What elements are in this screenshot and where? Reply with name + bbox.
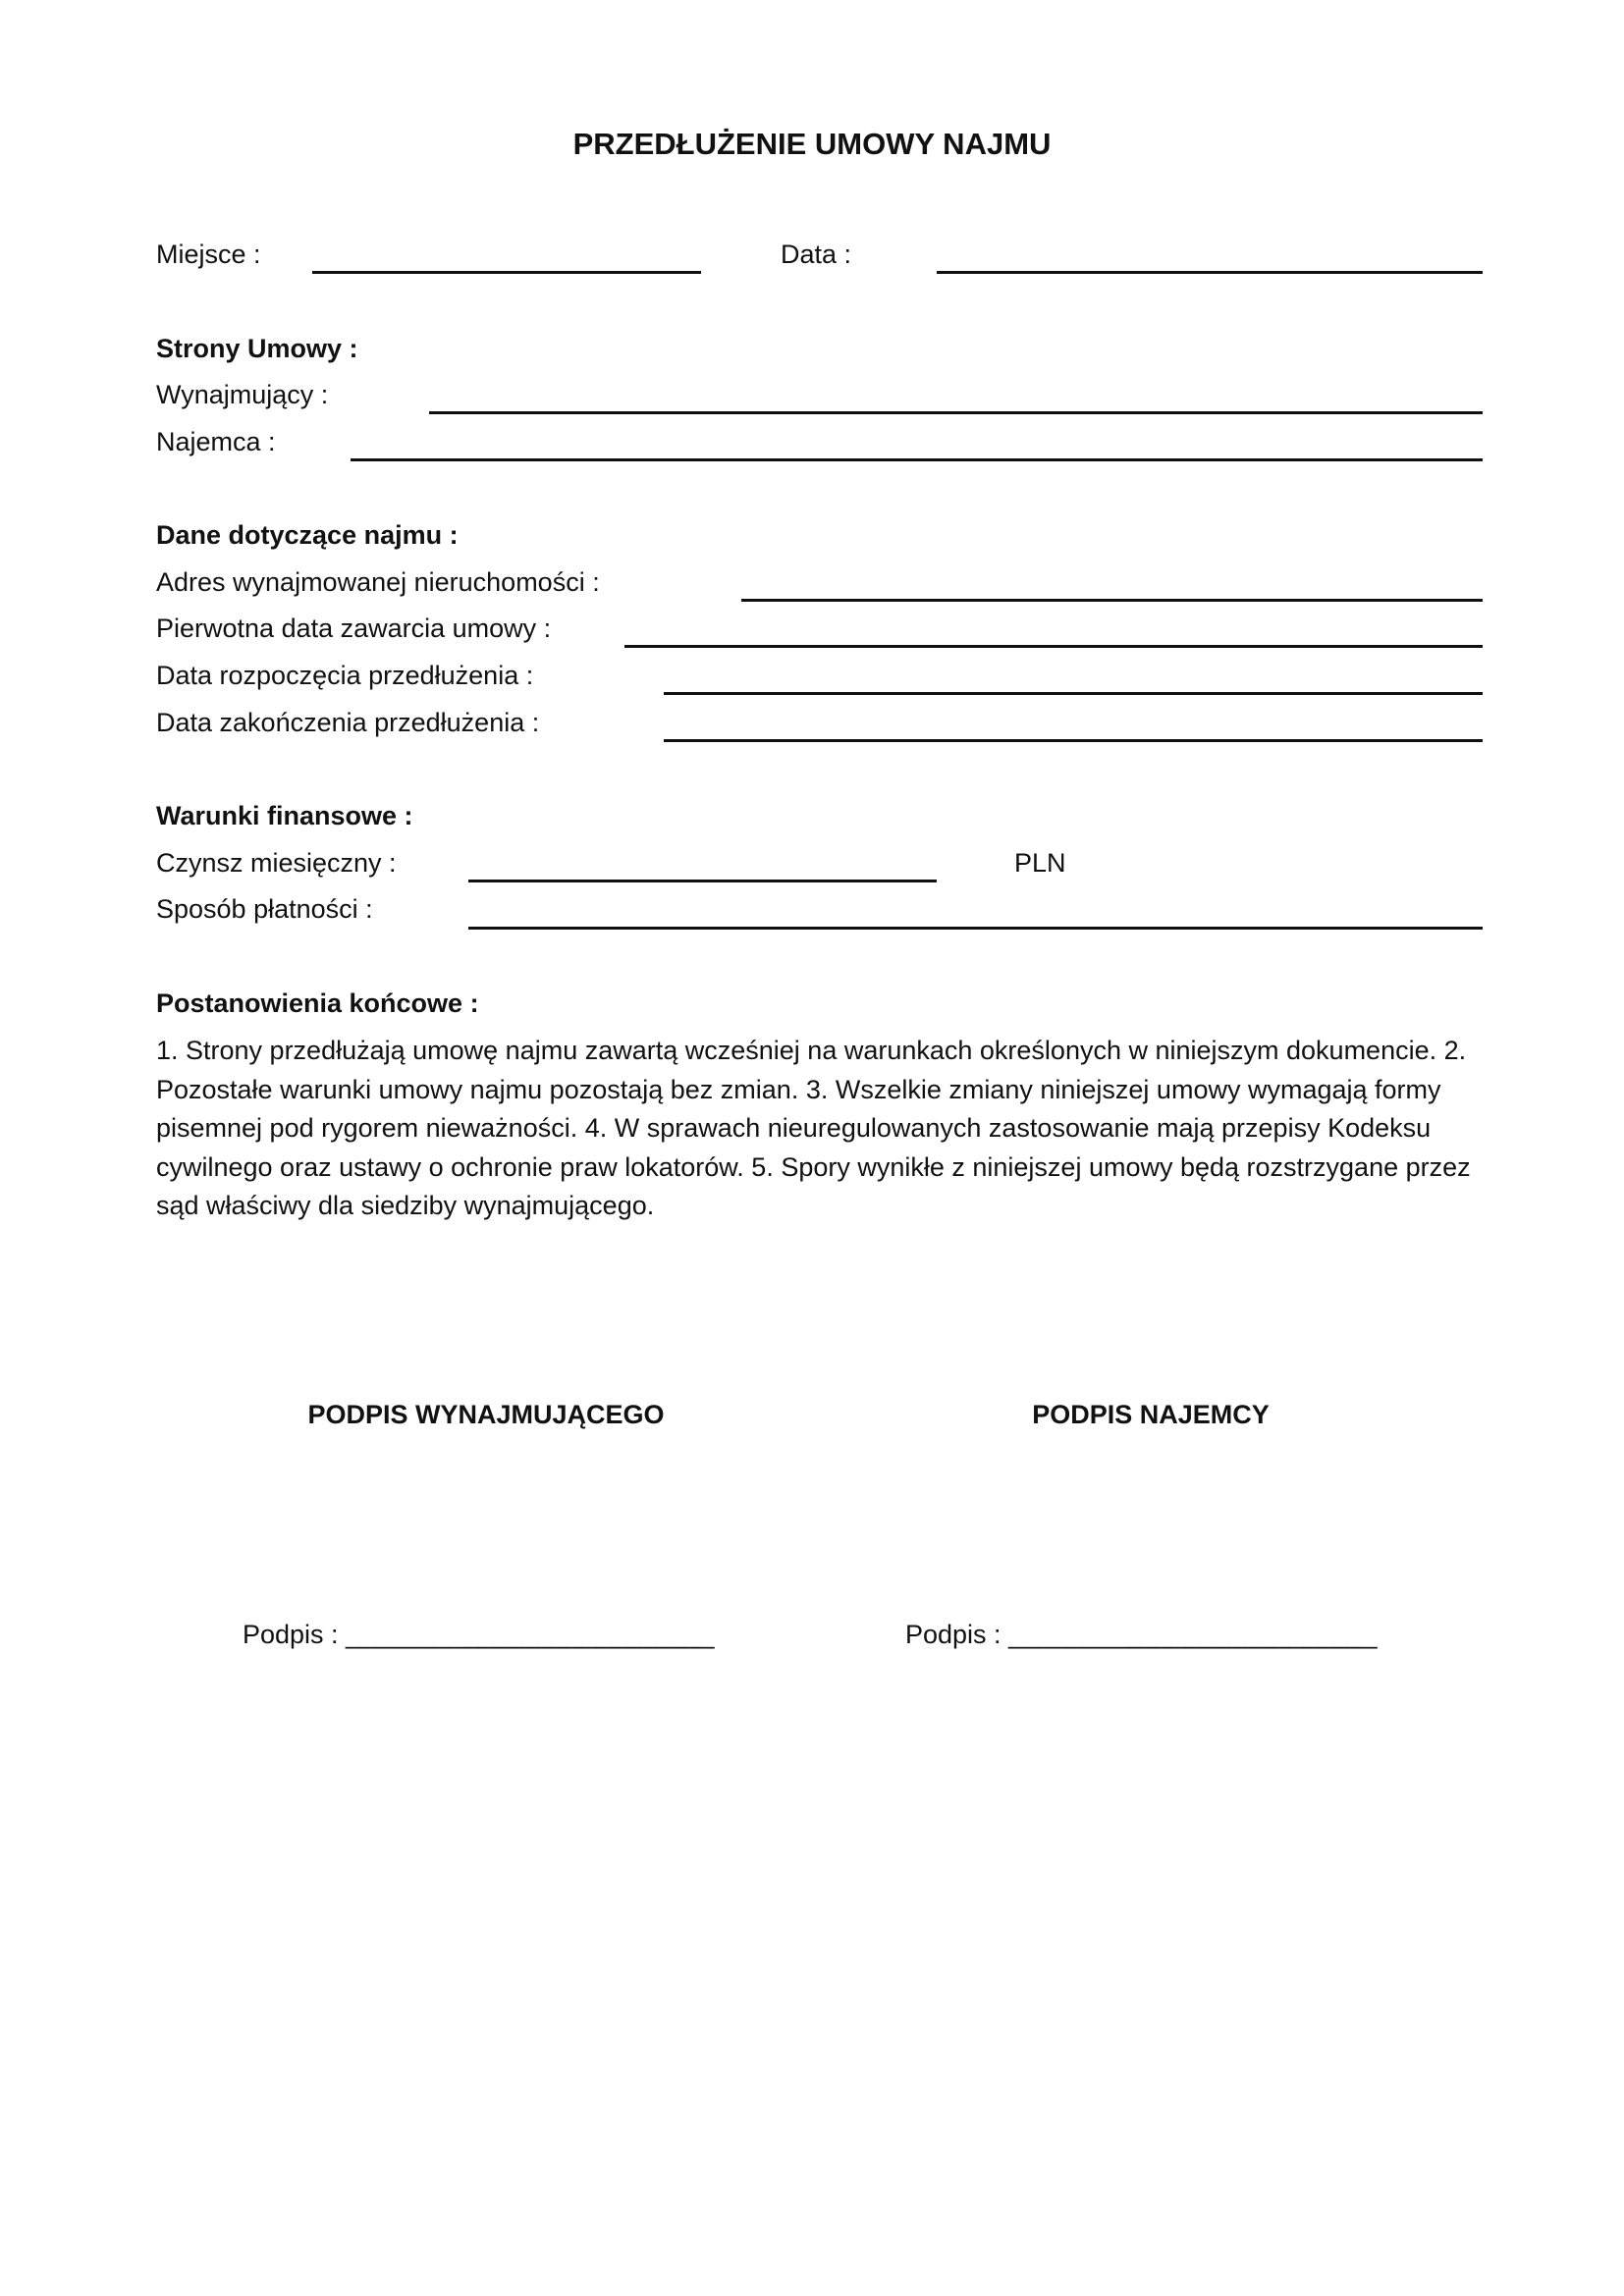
end-date-field[interactable]: [664, 739, 1483, 742]
original-date-field[interactable]: [624, 645, 1483, 648]
currency-label: PLN: [1014, 848, 1066, 878]
rent-field[interactable]: [468, 880, 937, 882]
landlord-signature-line[interactable]: Podpis : _________________________: [243, 1620, 715, 1649]
tenant-label: Najemca :: [156, 427, 276, 456]
address-field[interactable]: [741, 599, 1483, 602]
rental-heading: Dane dotyczące najmu :: [156, 520, 459, 550]
landlord-label: Wynajmujący :: [156, 380, 329, 409]
final-provisions-heading: Postanowienia końcowe :: [156, 988, 479, 1018]
place-field[interactable]: [312, 271, 701, 274]
payment-method-field[interactable]: [468, 927, 1483, 930]
rent-label: Czynsz miesięczny :: [156, 848, 397, 878]
address-label: Adres wynajmowanej nieruchomości :: [156, 567, 600, 597]
landlord-field[interactable]: [429, 411, 1483, 414]
finance-heading: Warunki finansowe :: [156, 801, 413, 830]
final-provisions-text: 1. Strony przedłużają umowę najmu zawartą wcześniej na warunkach określonych w niniejszym dokumencie. 2. Pozostałe warunki umowy najmu pozostają bez zmian. 3. Wszelkie zmiany niniejszej umowy wymagają formy pisemnej pod rygorem nieważności. 4. W sprawach nieuregulowanych zastosowanie mają przepisy Kodeksu cywilnego oraz ustawy o ochronie praw lokatorów. 5. Spory wynikłe z niniejszej umowy będą rozstrzygane przez sąd właściwy dla siedziby wynajmującego.: [156, 1036, 1471, 1220]
tenant-field[interactable]: [351, 458, 1483, 461]
end-date-label: Data zakończenia przedłużenia :: [156, 708, 540, 737]
start-date-label: Data rozpoczęcia przedłużenia :: [156, 661, 534, 690]
tenant-signature-heading: PODPIS NAJEMCY: [1032, 1400, 1270, 1429]
start-date-field[interactable]: [664, 692, 1483, 695]
landlord-signature-heading: PODPIS WYNAJMUJĄCEGO: [307, 1400, 665, 1429]
tenant-signature-line[interactable]: Podpis : _________________________: [905, 1620, 1378, 1649]
parties-heading: Strony Umowy :: [156, 334, 358, 363]
date-field[interactable]: [937, 271, 1483, 274]
place-label: Miejsce :: [156, 240, 261, 269]
document-title: PRZEDŁUŻENIE UMOWY NAJMU: [572, 127, 1052, 161]
date-label: Data :: [781, 240, 852, 269]
original-date-label: Pierwotna data zawarcia umowy :: [156, 614, 552, 643]
payment-method-label: Sposób płatności :: [156, 894, 373, 924]
